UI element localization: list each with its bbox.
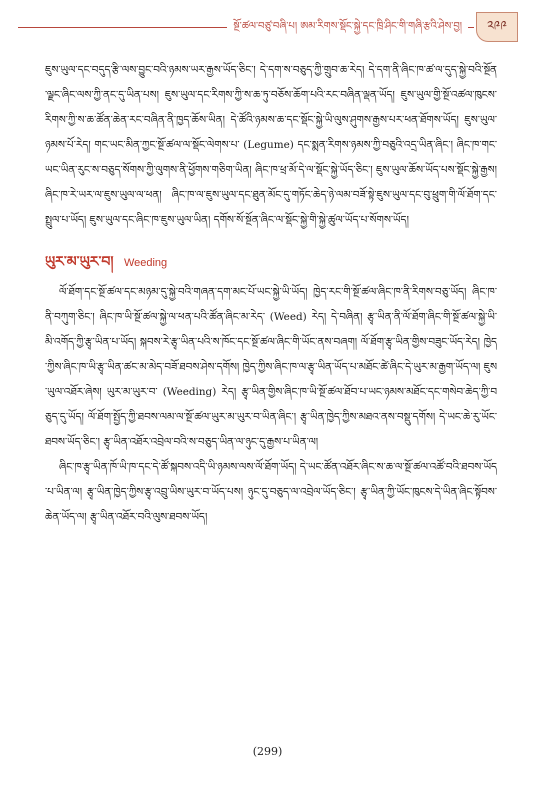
page-body: [45, 58, 497, 530]
running-header: [18, 12, 518, 42]
section-heading-tibetan: ཡུར་མ་ཡུར་བ།: [45, 254, 114, 270]
section-heading: [45, 251, 497, 274]
header-title: སྔོ་ཚལ་བཙུ་བཞི་པ། ཨམ་རིགས་སྡོང་སྐྱེ་དང་ཁྲི་ཤིང་གི་གཞི་རྩའི་ཤེས་བྱ།: [227, 15, 468, 43]
body-paragraph: ཞིང་ཁ་རྩྭ་ཡིན་ཁོ་ཡི་ཁ་དང་དེ་ཚོ་སྐབས་འདི་ཡི་ཉམས་ལས་ལོ་ཐོག་ཡོད། དེ་ཡང་ཚོན་འཐོར་ཞིང་ས་ཆ་ལ་སྔོ་ཚལ་འཚོ་བའི་ཐབས་ཡོད་པ་ཡིན་ལ། རྩྭ་ཡིན་ཁྱེད་ཀྱིས་རྩྭ་འབྲུ་ཡིས་ཡུར་བ་ཡོད་པས། ཉུང་དུ་བཅུད་ལ་འབྲེལ་ཡོད་ཅིང་། རྩྭ་ཡིན་ཀྱི་ཡོང་ཁུངས་དེ་ཡིན་ཞིང་སྟོབས་ཆེན་ཡོད་ལ། རྩྭ་ཡིན་འཐོར་བའི་ལུས་ཐབས་ཡོད།: [45, 461, 497, 523]
page-number-footer: (299): [252, 745, 283, 758]
page-number-badge: ༢༩༩: [476, 12, 518, 42]
body-paragraph: ཇུས་ཡུལ་དང་བདུད་རྩི་ལས་བྱུང་བའི་ཉམས་ཡར་རྒྱས་ཡོད་ཅིང་། དེ་དག་ས་བཅུད་ཀྱི་གྲུབ་ཆ་རེད། དེ་དག་ནི་ཞིང་ཁ་ཚ་ལ་དུད་སྐྱེ་བའི་སྔོན་ལྗང་ཞིང་ལས་ཀྱི་ནང་དུ་ཡིན་པས། ཇུས་ཡུལ་དང་རིགས་ཀྱི་ས་ཆ་ཏུ་བཅོས་ཆོག་པའི་རང་བཞིན་ལྡན་ཡོད། ཇུས་ཡུལ་གྱི་སྔོ་འཚལ་ཁུངས་རིགས་ཀྱི་ས་ཆ་ཚོན་ཆེན་རང་བཞིན་ནི་ཁྱད་ཆོས་ཡིན། དེ་ཚོའི་ཉམས་ཆ་དང་སྡོང་སྐྱེ་ཡི་ལུས་ཤུགས་རྒྱས་པར་ཕན་ཐོགས་ཡོད། ཇུས་ཡུལ་ཉམས་པོ་རེད། གང་ཡང་མིན་ཀྱང་སྔོ་ཚལ་ལ་སྡོང་ལེགས་པ་ (Legume) དང་སྨན་རིགས་ཉམས་ཀྱི་བཅུའི་འདྲ་ཡིན་ཞིང་། ཞིང་ཁ་གང་ཡང་ཡིན་རུང་ས་བཅུད་སོགས་ཀྱི་ལུགས་ནི་ཕྱོགས་གཅིག་ཡིན། ཞིང་ཁ་ཕྲ་མོ་དེ་ལ་སྡོང་སྐྱེ་ཡོད་ཅིང་། ཇུས་ཡུལ་ཆོས་ཡོད་པས་སྡོང་སྐྱེ་རྒྱས། ཞིང་ཁ་རེ་ཡར་ལ་ཇུས་ཡུལ་ལ་ཕན། ཞིང་ཁ་ལ་ཇུས་ཡུལ་དང་ཐུན་མོང་དུ་གཏོང་ཆེད་ཉེ་ལམ་བཟོ་སྟེ་ཇུས་ཡུལ་དང་བུ་ཕྲུག་གི་ལོ་ཐོག་དང་སྤྲུལ་པ་ཡོད། ཇུས་ཡུལ་དང་ཞིང་ཁ་ཇུས་ཡུལ་ཡིན། དགོས་སོ་སྔོན་ཞིང་ལ་སྡོང་སྐྱེ་གི་སྐྱེ་ཚུལ་ཡོད་པ་སོགས་ཡོད།: [45, 64, 497, 226]
body-paragraph: ལོ་ཐོག་དང་སྔོ་ཚལ་དང་མཉམ་དུ་སྐྱེ་བའི་གཞན་དག་མང་པོ་ཡང་སྐྱེ་ཡི་ཡོད། ཁྱེད་རང་གི་སྔོ་ཚལ་ཞིང་ཁ་ནི་རིགས་བཅུ་ཡོད། ཞིང་ཁ་ནི་བཀུག་ཅིང་། ཞིང་ཁ་ཡི་སྔོ་ཚལ་སྐྱེ་ལ་ཕན་པའི་ཚོན་ཞིང་མ་རེད་ (Weed) རེད། དེ་བཞིན། རྩྭ་ཡིན་ནི་ལོ་ཐོག་ཞིང་གི་སྔོ་ཚལ་སྐྱེ་ཡི་མི་འགོད་ཀྱི་རྩྭ་ཡིན་པ་ཡོད། སྐབས་རེ་རྩྭ་ཡིན་པའི་ས་ཁོང་དང་སྔོ་ཚལ་ཞིང་གི་ཡོང་ནས་བཞག། ལོ་ཐོག་རྩྭ་ཡིན་གྱིས་བཟུང་ཡོད་རེད། ཁྱེད་ཀྱིས་ཞིང་ཁ་ཡི་རྩྭ་ཡིན་ཚང་མ་མེད་བཟོ་ཐབས་ཤེས་དགོས། ཁྱེད་ཀྱིས་ཞིང་ཁ་ལ་རྩྭ་ཡིན་ཡོད་པ་མཐོང་ཚེ་ཞིང་དེ་ཡུར་མ་རྒྱག་ཡོད་ལ། ཇུས་ཡུལ་འཐོར་ཞེས། ཡུར་མ་ཡུར་བ་ (Weeding) རེད། རྩྭ་ཡིན་གྱིས་ཞིང་ཁ་ཡི་སྔོ་ཚལ་ཐོབ་པ་ཡང་ཉམས་མཐོང་དང་གསེབ་ཆེད་ཀྱི་བཅུད་དུ་ཡོད། ལོ་ཐོག་སྤྱོད་ཀྱི་ཐབས་ལམ་ལ་སྔོ་ཚལ་ཡུར་མ་ཡུར་བ་ཡིན་ཞིང་། རྩྭ་ཡིན་ཁྱེད་ཀྱིས་མཐའ་ནས་བསྡུ་དགོས། དེ་ཡང་ཆེ་རུ་ཡོང་ཐབས་ཡོད་ཅིང་། རྩྭ་ཡིན་འཐོར་འབྲེལ་བའི་ས་བཅུད་ཡིན་ལ་ཉུང་དུ་རྒྱས་པ་ཡིན་ལ།: [45, 286, 498, 448]
section-heading-english: Weeding: [123, 257, 168, 269]
